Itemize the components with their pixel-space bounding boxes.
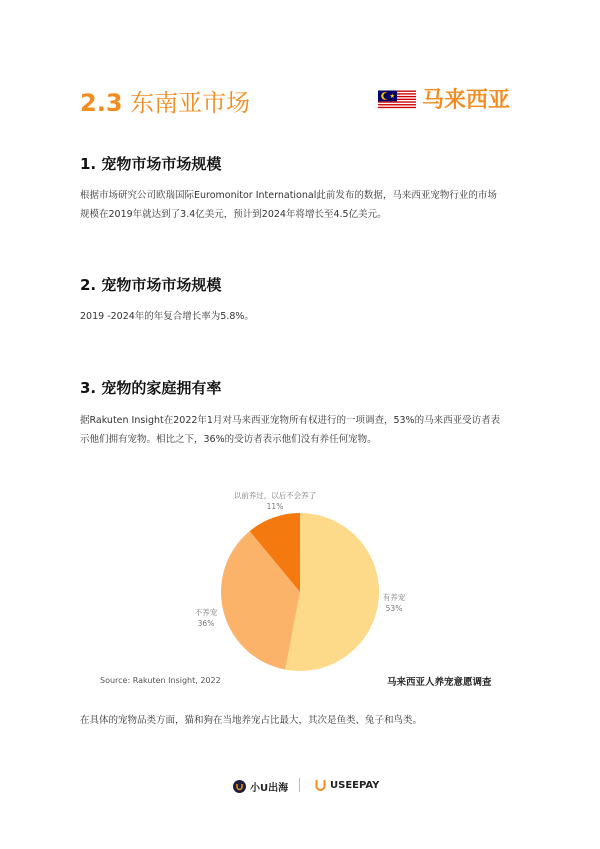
country-name: 马来西亚 bbox=[422, 88, 511, 113]
label-no-pet bbox=[186, 607, 226, 629]
section-number: 2.3 bbox=[80, 89, 123, 117]
section-name: 东南亚市场 bbox=[130, 89, 251, 117]
paragraph-ownership bbox=[80, 411, 530, 449]
slice-value: 11% bbox=[266, 502, 284, 511]
footer-logo-useepay bbox=[315, 779, 379, 792]
chart-title: 马来西亚人养宠意愿调查 bbox=[387, 677, 492, 688]
paragraph-market-size bbox=[80, 186, 530, 224]
label-former-owner bbox=[220, 490, 330, 512]
paragraph-line: 2019 -2024年的年复合增长率为5.8%。 bbox=[80, 311, 254, 322]
heading-market-size-2: 2. 宠物市场市场规模 bbox=[80, 276, 222, 294]
slice-label: 不养宠 bbox=[194, 608, 218, 617]
xiaou-logo-icon bbox=[233, 780, 246, 793]
slice-label: 以前养过，以后不会养了 bbox=[233, 491, 317, 500]
footer-logo1-text: 小U出海 bbox=[250, 783, 289, 794]
slice-label: 有养宠 bbox=[382, 593, 406, 602]
useepay-logo-icon bbox=[315, 779, 326, 792]
paragraph-line: 规模在2019年就达到了3.4亿美元，预计到2024年将增长至4.5亿美元。 bbox=[80, 209, 387, 220]
heading-ownership-rate: 3. 宠物的家庭拥有率 bbox=[80, 379, 222, 397]
heading-market-size-1: 1. 宠物市场市场规模 bbox=[80, 155, 222, 173]
slice-value: 53% bbox=[385, 604, 403, 613]
paragraph-line: 示他们拥有宠物。相比之下，36%的受访者表示他们没有养任何宠物。 bbox=[80, 434, 377, 445]
pet-ownership-pie-chart bbox=[210, 505, 410, 675]
paragraph-cagr bbox=[80, 307, 530, 326]
paragraph-categories: 在具体的宠物品类方面，猫和狗在当地养宠占比最大，其次是鱼类、兔子和鸟类。 bbox=[80, 715, 423, 726]
paragraph-line: 根据市场研究公司欧瑞国际Euromonitor International此前发布的数据，马来西亚宠物行业的市场 bbox=[80, 190, 497, 201]
footer-logo2-text: USEEPAY bbox=[330, 780, 380, 791]
slice-value: 36% bbox=[197, 619, 215, 628]
paragraph-line: 据Rakuten Insight在2022年1月对马来西亚宠物所有权进行的一项调查，53%的马来西亚受访者表 bbox=[80, 415, 501, 426]
label-has-pet bbox=[374, 592, 414, 614]
footer-logo-xiaou bbox=[233, 779, 288, 794]
section-title bbox=[80, 88, 250, 118]
chart-source: Source: Rakuten Insight, 2022 bbox=[100, 676, 221, 685]
malaysia-flag-icon bbox=[378, 88, 416, 112]
footer-divider bbox=[299, 778, 300, 792]
